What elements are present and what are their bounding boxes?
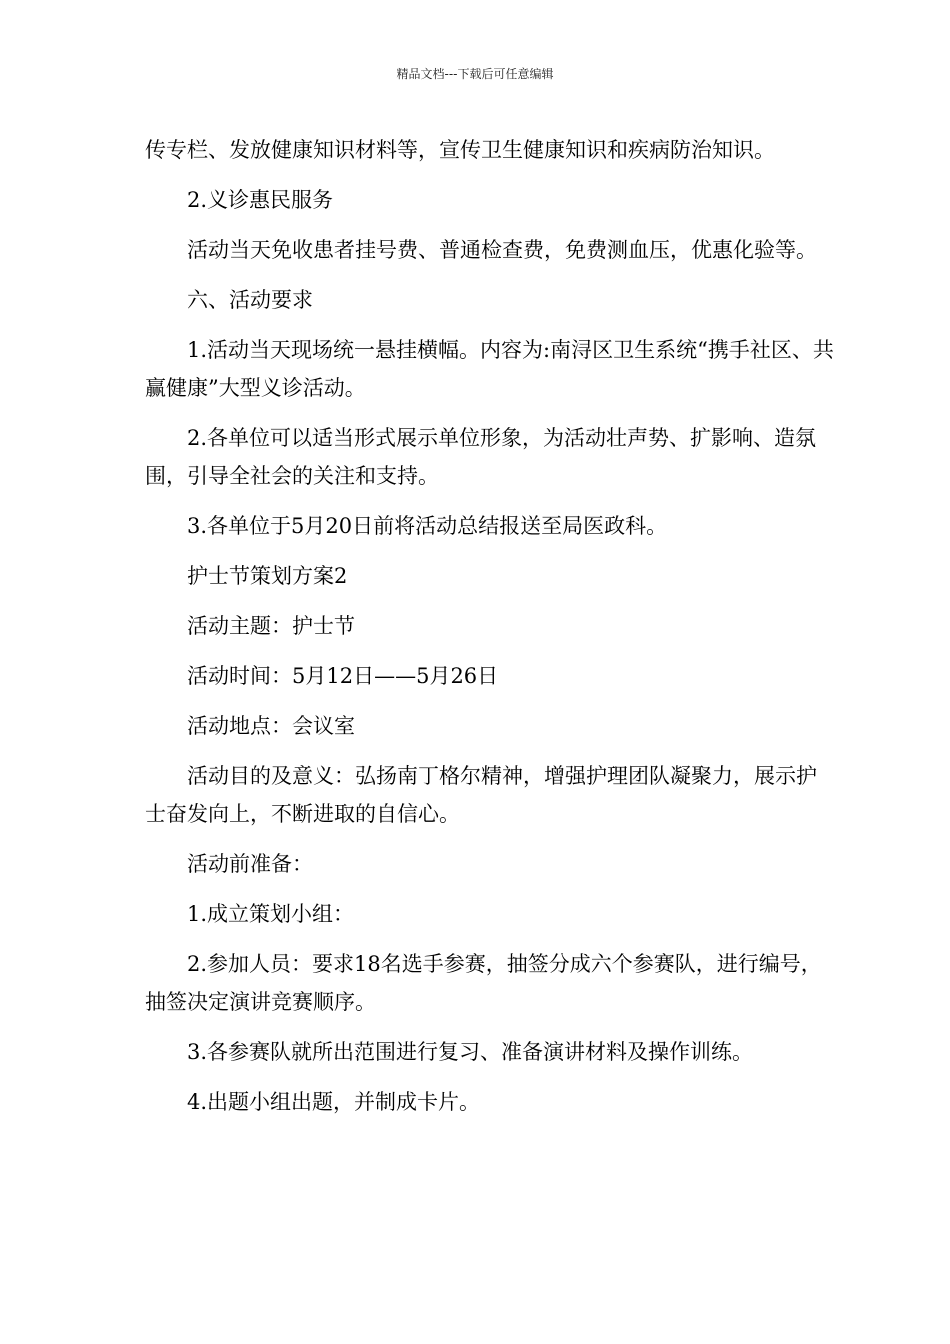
list-item: 3.各参赛队就所出范围进行复习、准备演讲材料及操作训练。	[187, 1040, 754, 1064]
paragraph: 活动地点：会议室	[187, 714, 355, 738]
document-body	[145, 131, 835, 1133]
paragraph: 活动当天免收患者挂号费、普通检查费，免费测血压，优惠化验等。	[187, 238, 817, 262]
paragraph: 1.活动当天现场统一悬挂横幅。内容为:南浔区卫生系统“携手社区、共赢健康”大型义诊活动。	[145, 338, 834, 400]
paragraph: 活动前准备：	[187, 852, 313, 876]
section-heading: 六、活动要求	[187, 288, 313, 312]
paragraph: 2.各单位可以适当形式展示单位形象，为活动壮声势、扩影响、造氛围，引导全社会的关注和支持。	[145, 426, 817, 488]
paragraph: 3.各单位于5月20日前将活动总结报送至局医政科。	[187, 514, 668, 538]
document-title: 护士节策划方案2	[187, 564, 348, 588]
page-header: 精品文档---下载后可任意编辑	[396, 67, 554, 81]
section-heading: 2.义诊惠民服务	[187, 188, 334, 212]
paragraph: 传专栏、发放健康知识材料等，宣传卫生健康知识和疾病防治知识。	[145, 138, 775, 162]
list-item: 4.出题小组出题，并制成卡片。	[187, 1090, 481, 1114]
paragraph: 活动目的及意义：弘扬南丁格尔精神，增强护理团队凝聚力，展示护士奋发向上，不断进取的自信心。	[145, 764, 817, 826]
list-item: 1.成立策划小组：	[187, 902, 355, 926]
paragraph: 活动主题：护士节	[187, 614, 355, 638]
paragraph: 活动时间：5月12日——5月26日	[187, 664, 499, 688]
list-item: 2.参加人员：要求18名选手参赛，抽签分成六个参赛队，进行编号，抽签决定演讲竞赛顺序。	[145, 952, 822, 1014]
